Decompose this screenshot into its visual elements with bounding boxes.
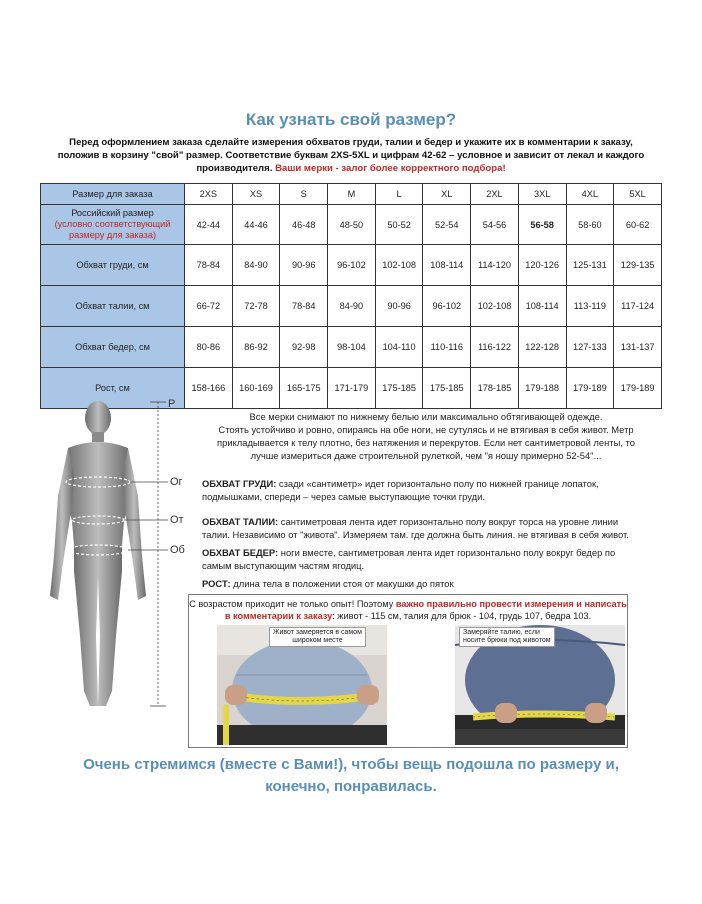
table-cell: 175-185 <box>375 368 423 409</box>
page-title: Как узнать свой размер? <box>245 110 457 129</box>
table-cell: 108-114 <box>423 245 471 286</box>
size-table <box>40 183 662 409</box>
table-cell: 104-110 <box>375 327 423 368</box>
table-cell: 179-189 <box>614 368 662 409</box>
table-cell: 96-102 <box>423 286 471 327</box>
table-cell: 50-52 <box>375 205 423 245</box>
photo-box <box>188 594 628 748</box>
waist-instructions: ОБХВАТ ТАЛИИ: сантиметровая лента идет горизонтально полу вокруг торса на уровне линии талии. Независимо от "живота". Измеряем там. где должна быть линия. не втягивая в себя живот. <box>202 516 629 540</box>
chest-instructions: ОБХВАТ ГРУДИ: сзади «сантиметр» идет горизонтально полу по нижней границе лопаток, подмышками, спереди – через самые выступающие точки груди. <box>202 478 599 502</box>
table-cell: 80-86 <box>185 327 233 368</box>
row-label-chest: Обхват груди, см <box>41 245 185 286</box>
table-cell: 117-124 <box>614 286 662 327</box>
table-cell: 46-48 <box>280 205 328 245</box>
body-figure-icon <box>50 396 200 726</box>
table-cell: 60-62 <box>614 205 662 245</box>
table-cell: 96-102 <box>328 245 376 286</box>
label-p: Р <box>168 398 176 410</box>
table-cell: 127-133 <box>566 327 614 368</box>
measure-photo-belly <box>217 625 387 745</box>
table-cell: 110-116 <box>423 327 471 368</box>
table-cell: 114-120 <box>471 245 519 286</box>
photo-box-text: С возрастом приходит не только опыт! Поэтому важно правильно провести измерения и написать в комментарии к заказу: живот - 115 см, талия для брюк - 104, грудь 107, бедра 103. <box>189 599 627 621</box>
table-row-ru <box>41 205 662 245</box>
chest-label: ОБХВАТ ГРУДИ: <box>202 478 277 489</box>
table-header-row <box>41 184 662 205</box>
intro-line-3: производителя. Ваши мерки - залог более корректного подбора! <box>196 163 506 174</box>
table-cell: 90-96 <box>280 245 328 286</box>
table-row-hips <box>41 327 662 368</box>
column-header: XL <box>423 184 471 205</box>
table-cell: 171-179 <box>328 368 376 409</box>
table-cell: 131-137 <box>614 327 662 368</box>
column-header: 2XL <box>471 184 519 205</box>
intro-red-note: Ваши мерки - залог более корректного подбора! <box>272 163 506 174</box>
table-cell: 179-189 <box>566 368 614 409</box>
table-cell: 120-126 <box>518 245 566 286</box>
table-cell: 66-72 <box>185 286 233 327</box>
waist-caption: Замеряйте талию, если носите брюки под животом <box>459 627 555 647</box>
hips-label: ОБХВАТ БЕДЕР: <box>202 547 279 558</box>
row-label-ru: Российский размер (условно соответствующий размеру для заказа) <box>41 205 185 245</box>
label-ot: От <box>170 514 184 526</box>
measure-photo-waist <box>455 625 625 745</box>
table-cell: 84-90 <box>232 245 280 286</box>
table-cell: 84-90 <box>328 286 376 327</box>
table-cell: 178-185 <box>471 368 519 409</box>
footer-text: Очень стремимся (вместе с Вами!), чтобы вещь подошла по размеру и, конечно, понравилась. <box>83 756 619 795</box>
waist-label: ОБХВАТ ТАЛИИ: <box>202 516 279 527</box>
table-cell: 58-60 <box>566 205 614 245</box>
column-header: 4XL <box>566 184 614 205</box>
row-label-hips: Обхват бедер, см <box>41 327 185 368</box>
table-cell: 78-84 <box>185 245 233 286</box>
table-row-waist <box>41 286 662 327</box>
row-label-height: Рост, см <box>41 368 185 409</box>
column-header: S <box>280 184 328 205</box>
table-cell: 86-92 <box>232 327 280 368</box>
height-instructions: РОСТ: длина тела в положении стоя от макушки до пяток <box>202 578 454 589</box>
column-header: 3XL <box>518 184 566 205</box>
table-cell: 44-46 <box>232 205 280 245</box>
column-header: L <box>375 184 423 205</box>
column-header: 5XL <box>614 184 662 205</box>
table-cell: 48-50 <box>328 205 376 245</box>
table-cell: 116-122 <box>471 327 519 368</box>
table-cell: 108-114 <box>518 286 566 327</box>
general-instructions: Все мерки снимают по нижнему белью или максимально обтягивающей одежде. Стоять устойчиво и ровно, опираясь на обе ноги, не сутулясь и не втягивая в себя живот. Метр прикладывается к телу плотно, без натяжения и перекрутов. Если нет сантиметровой ленты, то лучше измериться даже строительной рулеткой, чем "я ношу примерно 52-54"... <box>217 411 635 461</box>
table-cell: 113-119 <box>566 286 614 327</box>
intro-text <box>40 136 662 175</box>
label-og: Ог <box>170 476 183 488</box>
height-label: РОСТ: <box>202 578 231 589</box>
header-label: Размер для заказа <box>41 184 185 205</box>
row-label-waist: Обхват талии, см <box>41 286 185 327</box>
intro-line-1: Перед оформлением заказа сделайте измерения обхватов груди, талии и бедер и укажите их в комментарии к заказу, <box>69 137 633 148</box>
table-cell: 42-44 <box>185 205 233 245</box>
table-cell: 72-78 <box>232 286 280 327</box>
table-cell: 165-175 <box>280 368 328 409</box>
column-header: M <box>328 184 376 205</box>
table-row-chest <box>41 245 662 286</box>
table-cell: 78-84 <box>280 286 328 327</box>
table-cell: 92-98 <box>280 327 328 368</box>
table-cell: 102-108 <box>375 245 423 286</box>
table-cell: 98-104 <box>328 327 376 368</box>
table-cell: 158-166 <box>185 368 233 409</box>
belly-caption: Живот замеряется в самом широком месте <box>269 627 366 647</box>
table-cell: 129-135 <box>614 245 662 286</box>
table-cell: 102-108 <box>471 286 519 327</box>
label-ob: Об <box>170 544 185 556</box>
table-cell: 175-185 <box>423 368 471 409</box>
table-cell: 160-169 <box>232 368 280 409</box>
table-cell: 179-188 <box>518 368 566 409</box>
table-cell: 90-96 <box>375 286 423 327</box>
column-header: XS <box>232 184 280 205</box>
table-cell: 122-128 <box>518 327 566 368</box>
table-cell: 125-131 <box>566 245 614 286</box>
column-header: 2XS <box>185 184 233 205</box>
table-cell: 56-58 <box>518 205 566 245</box>
table-cell: 54-56 <box>471 205 519 245</box>
table-cell: 52-54 <box>423 205 471 245</box>
intro-line-2: положив в корзину "свой" размер. Соответствие буквам 2XS-5XL и цифрам 42-62 – условное и зависит от лекал и каждого <box>57 150 645 161</box>
hips-instructions: ОБХВАТ БЕДЕР: ноги вместе, сантиметровая лента идет горизонтально полу вокруг бедер по самым выступающим частям ягодиц. <box>202 547 616 571</box>
